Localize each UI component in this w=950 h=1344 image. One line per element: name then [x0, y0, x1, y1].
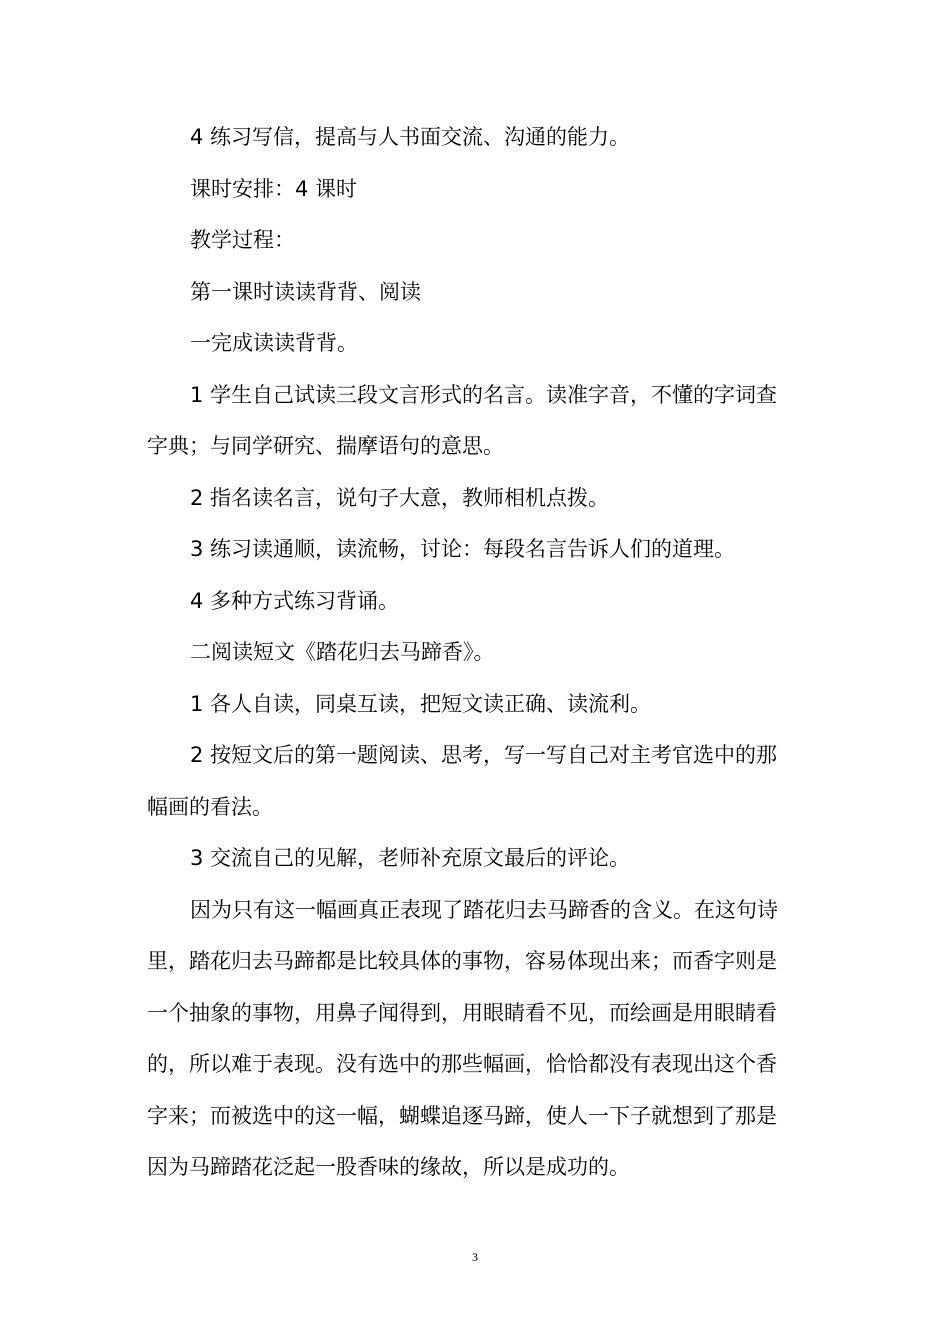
paragraph: 4 多种方式练习背诵。 — [190, 588, 400, 613]
document-body — [147, 112, 797, 1194]
page-number: 3 — [472, 1250, 478, 1264]
paragraph: 一完成读读背背。 — [190, 331, 358, 355]
paragraph: 第一课时读读背背、阅读 — [190, 279, 421, 304]
paragraph: 1 学生自己试读三段文言形式的名言。读准字音，不懂的字词查字典；与同学研究、揣摩语句的意思。 — [147, 382, 778, 458]
paragraph: 2 指名读名言，说句子大意，教师相机点拨。 — [190, 485, 610, 510]
paragraph: 因为只有这一幅画真正表现了踏花归去马蹄香的含义。在这句诗里，踏花归去马蹄都是比较具体的事物，容易体现出来；而香字则是一个抽象的事物，用鼻子闻得到，用眼睛看不见，而绘画是用眼睛看的，所以难于表现。没有选中的那些幅画，恰恰都没有表现出这个香字来；而被选中的这一幅，蝴蝶追逐马蹄，使人一下子就想到了那是因为马蹄踏花泛起一股香味的缘故，所以是成功的。 — [147, 897, 778, 1179]
paragraph: 教学过程： — [190, 228, 295, 252]
paragraph: 3 交流自己的见解，老师补充原文最后的评论。 — [190, 846, 631, 870]
paragraph: 4 练习写信，提高与人书面交流、沟通的能力。 — [190, 125, 631, 149]
paragraph: 课时安排：4 课时 — [190, 176, 358, 201]
paragraph: 3 练习读通顺，读流畅，讨论：每段名言告诉人们的道理。 — [190, 537, 736, 561]
paragraph: 1 各人自读，同桌互读，把短文读正确、读流利。 — [190, 691, 652, 716]
paragraph: 二阅读短文《踏花归去马蹄香》。 — [190, 640, 495, 664]
paragraph: 2 按短文后的第一题阅读、思考，写一写自己对主考官选中的那幅画的看法。 — [147, 743, 778, 819]
